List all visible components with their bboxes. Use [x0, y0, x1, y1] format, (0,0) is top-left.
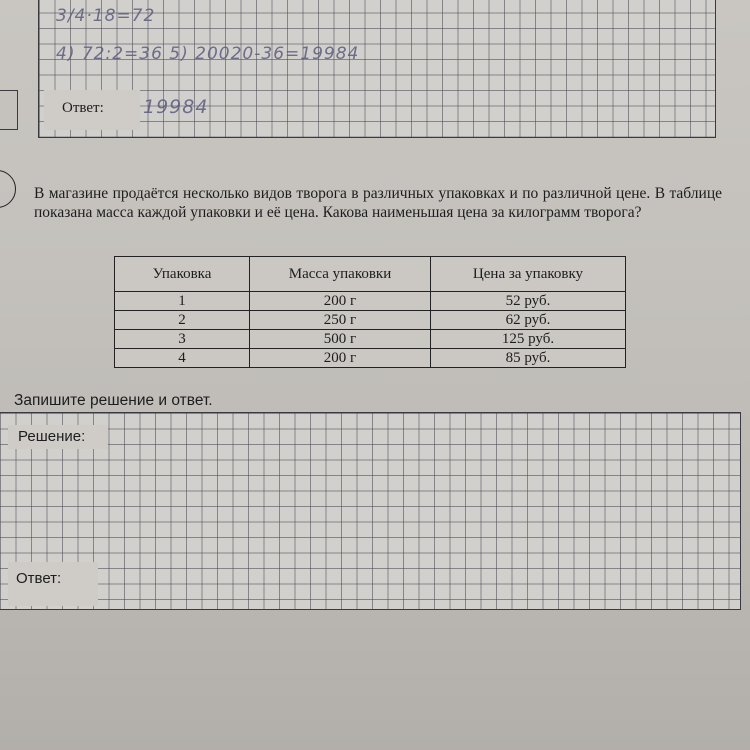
score-box	[0, 90, 18, 130]
top-answer-handwriting: 19984	[143, 96, 209, 118]
cell-price: 85 руб.	[431, 349, 626, 368]
packages-table	[114, 256, 626, 368]
cell-mass: 500 г	[250, 330, 431, 349]
cell-price: 62 руб.	[431, 311, 626, 330]
cell-price: 52 руб.	[431, 292, 626, 311]
table-header-row	[115, 257, 626, 292]
solution-label: Решение:	[8, 425, 108, 449]
cell-mass: 200 г	[250, 349, 431, 368]
solution-grid-area[interactable]	[0, 412, 741, 610]
answer-label: Ответ:	[8, 562, 98, 606]
header-mass: Масса упаковки	[250, 257, 431, 292]
header-price: Цена за упаковку	[431, 257, 626, 292]
cell-package: 3	[115, 330, 250, 349]
cell-mass: 250 г	[250, 311, 431, 330]
handwritten-line-2: 4) 72:2=36 5) 20020-36=19984	[56, 44, 360, 64]
table-row	[115, 311, 626, 330]
table-row	[115, 349, 626, 368]
task-number-circle	[0, 170, 16, 208]
cell-price: 125 руб.	[431, 330, 626, 349]
handwritten-line-1: 3/4·18=72	[56, 6, 156, 26]
table-row	[115, 330, 626, 349]
cell-mass: 200 г	[250, 292, 431, 311]
instruction-text: Запишите решение и ответ.	[14, 392, 213, 409]
top-answer-label: Ответ:	[62, 100, 104, 116]
cell-package: 2	[115, 311, 250, 330]
table-row	[115, 292, 626, 311]
cell-package: 4	[115, 349, 250, 368]
cell-package: 1	[115, 292, 250, 311]
task-text: В магазине продаётся несколько видов творога в различных упаковках и по различной цене. В таблице показана масса каждой упаковки и её цена. Какова наименьшая цена за килограмм творога?	[34, 185, 722, 221]
header-package: Упаковка	[115, 257, 250, 292]
